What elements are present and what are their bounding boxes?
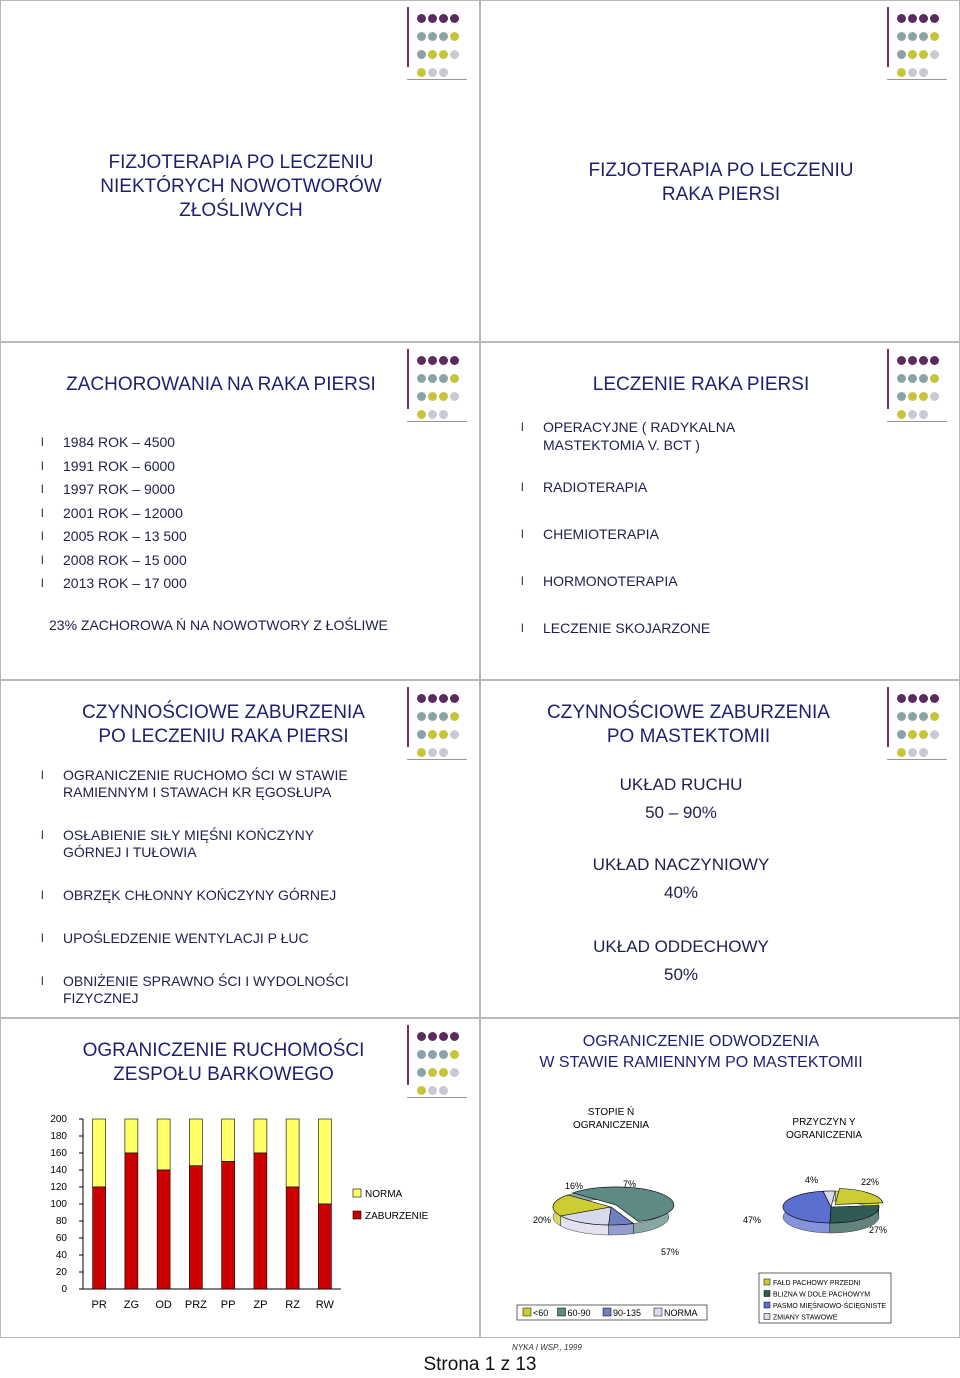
bar-zaburzenie — [157, 1170, 170, 1289]
bar-chart — [1, 1107, 471, 1327]
dot-grid-icon — [897, 10, 945, 82]
corner-decoration — [407, 7, 467, 85]
pie-legend — [517, 1305, 707, 1320]
bar-zaburzenie — [286, 1187, 299, 1289]
slide-3 — [0, 342, 480, 680]
list-item: l UPOŚLEDZENIE WENTYLACJI P ŁUC — [41, 930, 349, 947]
slide-title: CZYNNOŚCIOWE ZABURZENIA PO MASTEKTOMII — [547, 702, 830, 747]
pie-title: OGRANICZENIA — [572, 1120, 650, 1131]
group-label: UKŁAD NACZYNIOWY — [592, 855, 770, 874]
corner-decoration — [887, 7, 947, 85]
bar-norma — [222, 1119, 235, 1162]
value-label: 4% — [805, 1175, 819, 1185]
y-tick-label: 180 — [50, 1131, 67, 1142]
x-tick-label: PR — [91, 1299, 107, 1311]
bar-norma — [125, 1119, 138, 1153]
legend-swatch — [764, 1279, 770, 1285]
group-motor — [481, 771, 881, 827]
pie-charts — [481, 1095, 959, 1335]
bar-zaburzenie — [93, 1187, 106, 1289]
list-item: l OBRZĘK CHŁONNY KOŃCZYNY GÓRNEJ — [41, 887, 349, 904]
legend-label: NORMA — [664, 1308, 698, 1318]
bar-zaburzenie — [254, 1153, 267, 1289]
bar-zaburzenie — [125, 1153, 138, 1289]
bar-zaburzenie — [222, 1162, 235, 1290]
y-tick-label: 100 — [50, 1199, 67, 1210]
slide-title: CZYNNOŚCIOWE ZABURZENIA PO LECZENIU RAKA PIERSI — [82, 702, 365, 747]
slide-4 — [480, 342, 960, 680]
pie-title: STOPIE Ń — [587, 1107, 635, 1118]
page-number: Strona 1 z 13 — [423, 1354, 537, 1375]
list-item: l 1997 ROK – 9000 — [41, 478, 187, 502]
slide-2 — [480, 0, 960, 342]
dot-grid-icon — [897, 690, 945, 762]
slide-footer-text: 23% ZACHOROWA Ń NA NOWOTWORY Z ŁOŚLIWE — [49, 617, 388, 633]
list-item: l HORMONOTERAPIA — [521, 572, 735, 590]
y-tick-label: 140 — [50, 1165, 67, 1176]
group-value: 40% — [663, 883, 699, 902]
legend-swatch — [764, 1302, 770, 1308]
y-tick-label: 120 — [50, 1182, 67, 1193]
pie — [553, 1187, 674, 1235]
x-tick-label: RZ — [285, 1299, 300, 1311]
y-tick-label: 60 — [55, 1233, 67, 1244]
legend-swatch — [353, 1211, 361, 1219]
legend-label: 90-135 — [613, 1308, 642, 1318]
group-label: UKŁAD RUCHU — [619, 775, 743, 794]
legend-swatch — [764, 1291, 770, 1297]
pie-legend — [759, 1273, 891, 1323]
source-note: NYKA I WSP., 1999 — [512, 1343, 582, 1352]
x-tick-label: PP — [220, 1299, 236, 1311]
bar-norma — [157, 1119, 170, 1170]
x-tick-label: PRZ — [184, 1299, 207, 1311]
legend-label: ZMIANY STAWOWE — [773, 1314, 838, 1322]
slide-title: FIZJOTERAPIA PO LECZENIU NIEKTÓRYCH NOWOTWORÓW ZŁOŚLIWYCH — [100, 152, 382, 221]
legend-swatch — [603, 1308, 611, 1316]
legend-label: BLIZNA W DOLE PACHOWYM — [773, 1291, 871, 1299]
list-item: l OSŁABIENIE SIŁY MIĘŚNI KOŃCZYNY GÓRNEJ I TUŁOWIA — [41, 827, 349, 861]
bar-zaburzenie — [318, 1204, 331, 1289]
slide-7 — [0, 1018, 480, 1338]
legend-swatch — [353, 1189, 361, 1197]
slide-title: OGRANICZENIE ODWODZENIA W STAWIE RAMIENNYM PO MASTEKTOMII — [539, 1033, 863, 1071]
value-label: 16% — [565, 1181, 584, 1191]
list-item: l 2008 ROK – 15 000 — [41, 549, 187, 573]
legend-label: NORMA — [365, 1189, 403, 1200]
corner-decoration — [407, 349, 467, 427]
legend-label: <60 — [533, 1308, 549, 1318]
value-label: 20% — [533, 1215, 552, 1225]
group-label: UKŁAD ODDECHOWY — [593, 937, 769, 956]
value-label: 7% — [623, 1179, 637, 1189]
slide-title: ZACHOROWANIA NA RAKA PIERSI — [66, 374, 376, 395]
list-item: l 2013 ROK – 17 000 — [41, 572, 187, 596]
y-tick-label: 20 — [55, 1267, 67, 1278]
bar-norma — [254, 1119, 267, 1153]
slide-6 — [480, 680, 960, 1018]
slide-5 — [0, 680, 480, 1018]
legend-swatch — [558, 1308, 566, 1316]
legend-swatch — [764, 1314, 770, 1320]
value-label: 47% — [743, 1215, 762, 1225]
pie-slice — [835, 1188, 883, 1204]
slide-title: OGRANICZENIE RUCHOMOŚCI ZESPOŁU BARKOWEGO — [82, 1040, 365, 1085]
list-item: l OPERACYJNE ( RADYKALNA MASTEKTOMIA V. BCT ) — [521, 418, 735, 454]
value-label: 57% — [661, 1247, 680, 1257]
corner-decoration — [887, 687, 947, 765]
group-respiratory — [481, 933, 881, 989]
bar-norma — [189, 1119, 202, 1166]
bar-zaburzenie — [189, 1166, 202, 1289]
pie-title: OGRANICZENIA — [785, 1130, 863, 1141]
list-item: l 1991 ROK – 6000 — [41, 455, 187, 479]
dot-grid-icon — [417, 352, 465, 424]
y-tick-label: 160 — [50, 1148, 67, 1159]
list-item: l OGRANICZENIE RUCHOMO ŚCI W STAWIE RAMIENNYM I STAWACH KR ĘGOSŁUPA — [41, 767, 349, 801]
pie-title: PRZYCZYN Y — [792, 1117, 856, 1128]
incidence-list — [41, 431, 187, 596]
y-tick-label: 80 — [55, 1216, 67, 1227]
x-tick-label: OD — [155, 1299, 172, 1311]
x-tick-label: RW — [315, 1299, 334, 1311]
legend-swatch — [523, 1308, 531, 1316]
y-tick-label: 0 — [61, 1284, 67, 1295]
group-value: 50% — [663, 965, 699, 984]
dot-grid-icon — [897, 352, 945, 424]
list-item: l 2001 ROK – 12000 — [41, 502, 187, 526]
legend-label: ZABURZENIE — [365, 1211, 429, 1222]
list-item: l 2005 ROK – 13 500 — [41, 525, 187, 549]
bar-norma — [93, 1119, 106, 1187]
slide-title: FIZJOTERAPIA PO LECZENIU RAKA PIERSI — [588, 160, 854, 205]
slide-title: LECZENIE RAKA PIERSI — [592, 374, 810, 395]
value-label: 22% — [861, 1177, 880, 1187]
disorders-list — [41, 767, 349, 1007]
y-tick-label: 200 — [50, 1114, 67, 1125]
list-item: l OBNIŻENIE SPRAWNO ŚCI I WYDOLNOŚCI FIZYCZNEJ — [41, 973, 349, 1007]
pie-slice-side — [609, 1224, 634, 1235]
x-tick-label: ZP — [253, 1299, 268, 1311]
list-item: l 1984 ROK – 4500 — [41, 431, 187, 455]
bar-norma — [318, 1119, 331, 1204]
value-label: 27% — [869, 1225, 888, 1235]
slide-8 — [480, 1018, 960, 1338]
list-item: l RADIOTERAPIA — [521, 478, 735, 496]
bar-norma — [286, 1119, 299, 1187]
group-vascular — [481, 851, 881, 907]
list-item: l LECZENIE SKOJARZONE — [521, 619, 735, 637]
slide-1 — [0, 0, 480, 342]
legend-label: PASMO MIĘŚNIOWO-ŚCIĘGNISTE — [773, 1303, 887, 1310]
legend-label: 60-90 — [567, 1308, 591, 1318]
treatment-list — [521, 418, 735, 637]
dot-grid-icon — [417, 10, 465, 82]
x-tick-label: ZG — [123, 1299, 140, 1311]
legend-swatch — [654, 1308, 662, 1316]
legend-label: FAŁD PACHOWY PRZEDNI — [773, 1280, 861, 1287]
group-value: 50 – 90% — [645, 803, 717, 822]
pie — [783, 1188, 883, 1232]
list-item: l CHEMIOTERAPIA — [521, 525, 735, 543]
y-tick-label: 40 — [55, 1250, 67, 1261]
